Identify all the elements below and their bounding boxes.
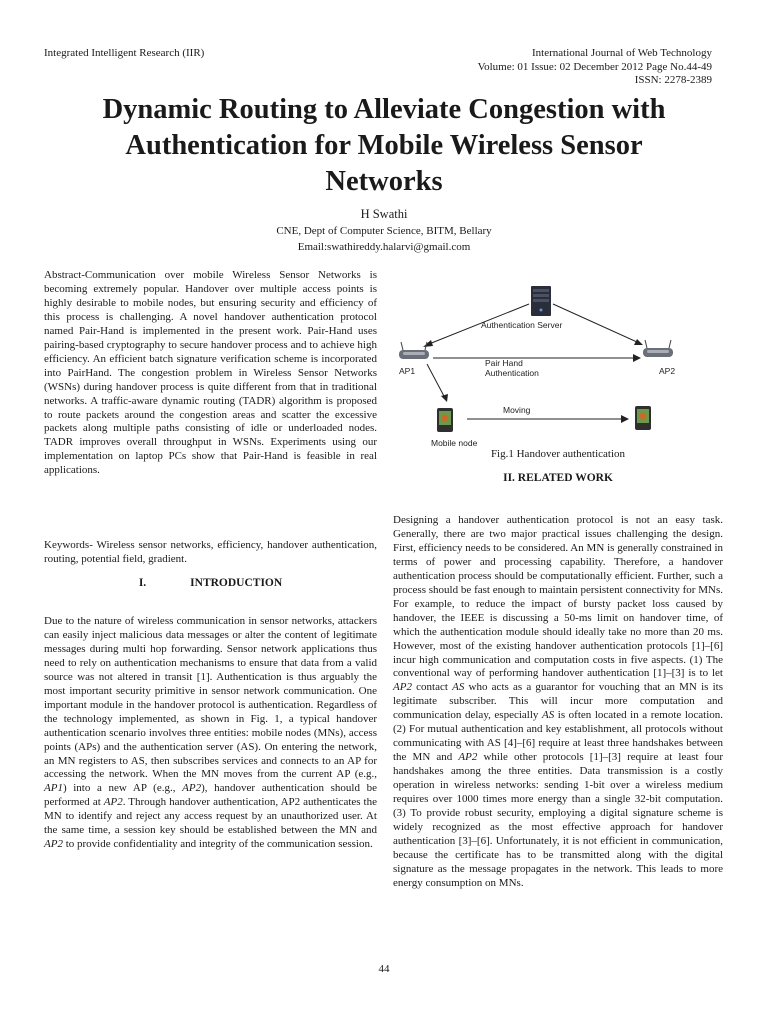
intro-paragraph [44, 615, 377, 852]
intro-text-e: to provide confidentiality and integrity of the communication session. [62, 838, 373, 851]
journal-name: International Journal of Web Technology [531, 47, 712, 59]
related-work-paragraph [393, 514, 723, 891]
intro-text-a: Due to the nature of wireless communication in sensor networks, attackers can easily inject malicious data messages or alter the content of legitimate messages during multi hop forwarding. Sensor network applications thus need to rely on authentication mechanisms to ensure that data from a valid source was not altered in transit [1]. Authentication is thus arguably the most important security primitive in sensor network communication. One important module in the handover protocol is authentication. Regardless of the technology implemented, as shown in Fig. 1, a typical handover authentication scenario involves three entities: mobile nodes (MNs), access points (APs) and the authentication server (AS). On entering the network, an MN registers to AS, then subscribes services and connects to an AP for accessing the network. When the MN moves from the current AP (e.g., [44, 615, 377, 781]
intro-text-d: . Through handover authentication, AP2 authenticates the MN to identify and reject any access request by an unauthorized user. At the same time, a session key should be established between the MN and [44, 796, 377, 837]
related-work-heading: II. RELATED WORK [503, 472, 613, 484]
journal-publisher: Integrated Intelligent Research (IIR) [44, 47, 205, 59]
journal-issn: ISSN: 2278-2389 [634, 74, 712, 86]
mobile-node-label: Mobile node [431, 438, 478, 447]
journal-volume: Volume: 01 Issue: 02 December 2012 Page No.44-49 [477, 60, 712, 73]
figure-caption: Fig.1 Handover authentication [490, 448, 626, 460]
intro-heading [44, 577, 377, 591]
paper-title [44, 92, 724, 200]
author-affiliation: CNE, Dept of Computer Science, BITM, Bellary [276, 224, 492, 237]
ap1-router-icon [399, 342, 429, 359]
author-email: Email:swathireddy.halarvi@gmail.com [297, 241, 471, 253]
pairhand-label-1: Pair Hand [485, 358, 523, 368]
moving-label: Moving [503, 405, 531, 415]
journal-info [478, 47, 712, 88]
arrow-server-ap2 [553, 304, 637, 342]
abstract: Abstract-Communication over mobile Wireless Sensor Networks is becoming extremely popular. Handover over multiple access points is highly desirable to mobile nodes, but ensuring security and efficiency of this process is challenging. A novel handover authentication protocol named Pair-Hand is implemented in the present work. Pair-Hand uses pairing-based cryptography to secure handover process and to achieve high efficiency. An efficient batch signature verification scheme is incorporated into PairHand. The congestion problem in Wireless Sensor Networks (WSNs) during handover process is quite different from that in traditional networks. A traffic-aware dynamic routing (TADR) algorithm is proposed to route packets around the congestion areas and scatter the excessive packets along multiple paths consisting of idle or underloaded nodes. TADR improves overall throughput in WSNs. Experiments using our implementation on laptop PCs show that Pair-Hand is feasible in real applications. [44, 269, 377, 477]
intro-text-b: ) into a new AP (e.g., [62, 782, 183, 795]
intro-title: INTRODUCTION [190, 577, 283, 589]
related-ap2-b: AP2 [458, 751, 478, 764]
related-as-b: AS [541, 709, 555, 722]
server-icon [531, 286, 551, 316]
intro-ap2-b: AP2 [103, 796, 123, 809]
intro-text-c: ), handover authentication should be performed at [44, 782, 378, 809]
title-line-1: Dynamic Routing to Alleviate Congestion with [102, 94, 666, 125]
arrow-ap1-mobile [427, 364, 445, 398]
author-block [44, 206, 724, 256]
arrow-head-ap1 [423, 340, 433, 347]
mobile-node-destination-icon [635, 406, 651, 430]
mobile-node-icon [437, 408, 453, 432]
keywords: Keywords- Wireless sensor networks, efficiency, handover authentication, routing, potential field, gradient. [44, 539, 377, 565]
intro-ap2-c: AP2 [44, 838, 63, 851]
related-text-b: contact [411, 681, 453, 694]
related-text-c: who acts as a guarantor for vouching that an MN is its legitimate subscriber. This will incur more computation and communication delay, especially [393, 681, 723, 722]
intro-ap2: AP2 [182, 782, 202, 795]
pairhand-label-2: Authentication [485, 368, 539, 378]
server-label: Authentication Server [481, 320, 563, 330]
arrow-head-ap2 [634, 339, 643, 345]
page-number: 44 [378, 963, 390, 975]
ap2-router-icon [643, 340, 673, 357]
related-text-d: is often located in a remote location. (2) For mutual authentication and key establishment, all protocols without communicating with AS [4]–[6] require at least three handshakes between the MN and [393, 709, 724, 764]
title-line-3: Networks [325, 166, 443, 197]
related-text-a: Designing a handover authentication protocol is not an easy task. Generally, there are two major practical issues challenging the design. First, efficiency needs to be considered. An MN is generally constrained in terms of power and processing capability. Therefore, a handover authentication process should be computationally efficient. Further, such a process should be fast enough to maintain persistent connectivity for MNs. For example, to reduce the impact of bursty packet loss caused by handover, the IEEE is discussing a 50-ms limit on handover time, of which the authentication module should ideally take no more than 20 ms. However, most of the existing handover authentication protocols [1]–[6] incur high communication and computation costs in five aspects. (1) The conventional way of performing handover authentication [1]–[3] is to let [393, 514, 723, 680]
arrow-head-mobile [441, 394, 448, 402]
title-line-2: Authentication for Mobile Wireless Sensor [125, 130, 643, 161]
ap2-label: AP2 [659, 366, 676, 376]
related-as: AS [452, 681, 465, 694]
moving-arrow-head [621, 415, 629, 423]
related-ap2: AP2 [393, 681, 412, 694]
intro-ap1: AP1 [44, 782, 63, 795]
author-name: H Swathi [360, 207, 408, 221]
handover-diagram [393, 282, 723, 447]
pairhand-arrow-head [633, 354, 641, 362]
related-text-e: while other protocols [1]–[3] require at least four handshakes among the three entities. Data transmission is a costly operation in wireless networks: sending 1-bit over a wireless medium requires over 1000 times more energy than a single 32-bit computation. (3) To provide robust security, employing a digital signature scheme is widely recognized as the most effective approach for handover authentication [3]–[6]. Unfortunately, it is not efficient in communication, because the certificate has to be transmitted along with the digital signature as the message propagates in the network. This leads to more energy consumption on MNs. [393, 751, 724, 889]
ap1-label: AP1 [399, 366, 416, 376]
intro-number: I. [138, 577, 147, 589]
